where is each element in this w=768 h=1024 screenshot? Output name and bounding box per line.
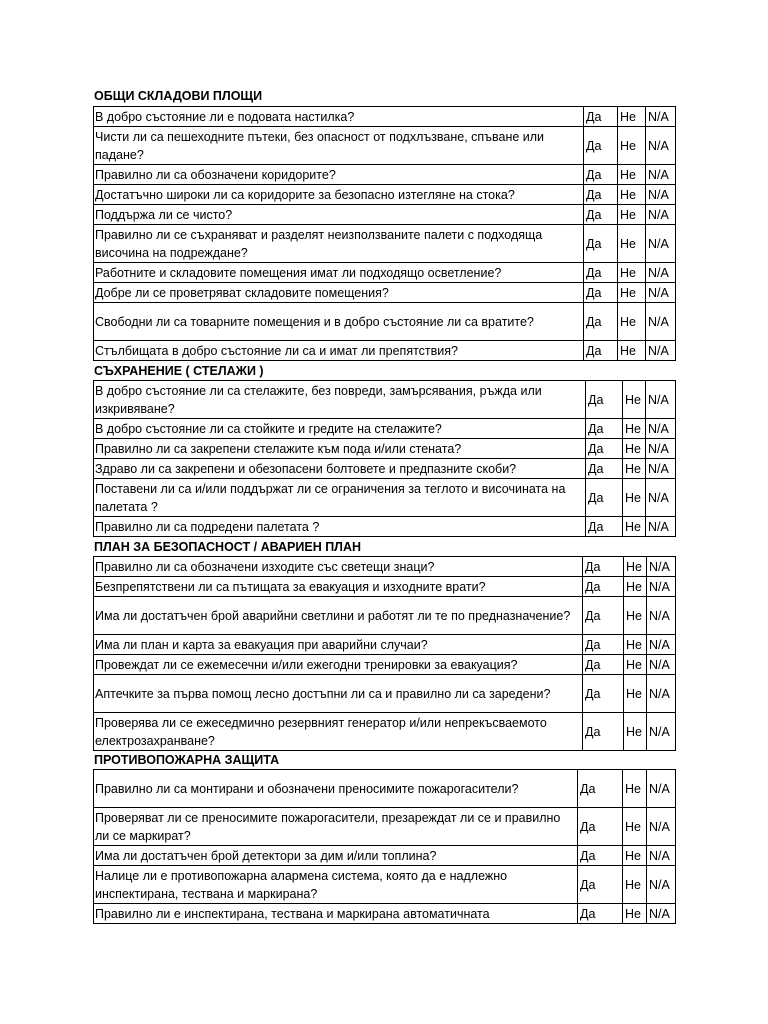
answer-na[interactable]: N/A: [646, 205, 676, 225]
table-row: [94, 770, 676, 808]
question-text: Чисти ли са пешеходните пътеки, без опасност от подхлъзване, спъване или падане?: [94, 127, 584, 165]
answer-yes[interactable]: Да: [586, 381, 623, 419]
answer-no[interactable]: Не: [618, 341, 646, 361]
answer-yes[interactable]: Да: [578, 904, 623, 924]
question-text: Има ли план и карта за евакуация при аварийни случаи?: [94, 635, 583, 655]
answer-no[interactable]: Не: [618, 303, 646, 341]
question-text: Правилно ли са монтирани и обозначени преносимите пожарогасители?: [94, 770, 578, 808]
question-text: Добре ли се проветряват складовите помещения?: [94, 283, 584, 303]
answer-no[interactable]: Не: [623, 846, 647, 866]
answer-no[interactable]: Не: [624, 655, 647, 675]
answer-yes[interactable]: Да: [584, 225, 618, 263]
answer-na[interactable]: N/A: [647, 655, 676, 675]
answer-no[interactable]: Не: [624, 597, 647, 635]
table-row: [94, 597, 676, 635]
question-text: Има ли достатъчен брой аварийни светлини и работят ли те по предназначение?: [94, 597, 583, 635]
table-row: [94, 517, 676, 537]
question-text: Проверява ли се ежеседмично резервният генератор и/или непрекъсваемото електрозахранване?: [94, 713, 583, 751]
checklist-table-general-storage: [93, 106, 676, 361]
answer-na[interactable]: N/A: [646, 459, 676, 479]
question-text: Работните и складовите помещения имат ли подходящо осветление?: [94, 263, 584, 283]
table-row: [94, 904, 676, 924]
answer-yes[interactable]: Да: [583, 577, 624, 597]
answer-no[interactable]: Не: [623, 808, 647, 846]
answer-yes[interactable]: Да: [586, 479, 623, 517]
question-text: Свободни ли са товарните помещения и в добро състояние ли са вратите?: [94, 303, 584, 341]
answer-na[interactable]: N/A: [646, 303, 676, 341]
answer-yes[interactable]: Да: [586, 439, 623, 459]
section-title-general-storage: ОБЩИ СКЛАДОВИ ПЛОЩИ: [94, 89, 263, 103]
question-text: Правилно ли са обозначени коридорите?: [94, 165, 584, 185]
answer-yes[interactable]: Да: [586, 517, 623, 537]
answer-no[interactable]: Не: [624, 557, 647, 577]
section-title-fire-protection: ПРОТИВОПОЖАРНА ЗАЩИТА: [94, 753, 280, 767]
table-row: [94, 263, 676, 283]
answer-yes[interactable]: Да: [583, 635, 624, 655]
answer-no[interactable]: Не: [624, 675, 647, 713]
answer-na[interactable]: N/A: [646, 419, 676, 439]
answer-yes[interactable]: Да: [584, 185, 618, 205]
question-text: Провеждат ли се ежемесечни и/или ежегодни тренировки за евакуация?: [94, 655, 583, 675]
answer-no[interactable]: Не: [624, 635, 647, 655]
answer-no[interactable]: Не: [623, 419, 646, 439]
answer-yes[interactable]: Да: [578, 866, 623, 904]
table-row: [94, 846, 676, 866]
question-text: Безпрепятствени ли са пътищата за евакуация и изходните врати?: [94, 577, 583, 597]
answer-no[interactable]: Не: [623, 479, 646, 517]
answer-yes[interactable]: Да: [584, 107, 618, 127]
answer-na[interactable]: N/A: [647, 846, 676, 866]
answer-no[interactable]: Не: [623, 381, 646, 419]
answer-yes[interactable]: Да: [584, 205, 618, 225]
answer-na[interactable]: N/A: [646, 225, 676, 263]
table-row: [94, 185, 676, 205]
answer-na[interactable]: N/A: [646, 165, 676, 185]
answer-na[interactable]: N/A: [646, 439, 676, 459]
answer-na[interactable]: N/A: [646, 341, 676, 361]
answer-no[interactable]: Не: [618, 165, 646, 185]
answer-na[interactable]: N/A: [647, 904, 676, 924]
answer-na[interactable]: N/A: [647, 808, 676, 846]
table-row: [94, 381, 676, 419]
answer-yes[interactable]: Да: [583, 655, 624, 675]
answer-no[interactable]: Не: [618, 185, 646, 205]
answer-na[interactable]: N/A: [646, 381, 676, 419]
answer-na[interactable]: N/A: [647, 577, 676, 597]
answer-no[interactable]: Не: [623, 517, 646, 537]
answer-yes[interactable]: Да: [584, 127, 618, 165]
answer-yes[interactable]: Да: [584, 263, 618, 283]
question-text: Налице ли е противопожарна алармена система, която да е надлежно инспектирана, тествана и маркирана?: [94, 866, 578, 904]
table-row: [94, 419, 676, 439]
question-text: Поддържа ли се чисто?: [94, 205, 584, 225]
table-row: [94, 341, 676, 361]
answer-yes[interactable]: Да: [583, 675, 624, 713]
answer-yes[interactable]: Да: [578, 770, 623, 808]
answer-yes[interactable]: Да: [584, 283, 618, 303]
answer-no[interactable]: Не: [618, 225, 646, 263]
question-text: Поставени ли са и/или поддържат ли се ограничения за теглото и височината на палетата ?: [94, 479, 586, 517]
table-row: [94, 655, 676, 675]
question-text: Правилно ли са закрепени стелажите към пода и/или стената?: [94, 439, 586, 459]
question-text: Проверяват ли се преносимите пожарогасители, презареждат ли се и правилно ли се маркират?: [94, 808, 578, 846]
question-text: Правилно ли са подредени палетата ?: [94, 517, 586, 537]
table-row: [94, 713, 676, 751]
answer-no[interactable]: Не: [618, 205, 646, 225]
answer-no[interactable]: Не: [623, 459, 646, 479]
table-row: [94, 459, 676, 479]
answer-na[interactable]: N/A: [646, 283, 676, 303]
answer-na[interactable]: N/A: [647, 866, 676, 904]
question-text: Достатъчно широки ли са коридорите за безопасно изтегляне на стока?: [94, 185, 584, 205]
table-row: [94, 557, 676, 577]
table-row: [94, 866, 676, 904]
question-text: Стълбищата в добро състояние ли са и имат ли препятствия?: [94, 341, 584, 361]
answer-na[interactable]: N/A: [646, 107, 676, 127]
question-text: Правилно ли се съхраняват и разделят неизползваните палети с подходяща височина на подреждане?: [94, 225, 584, 263]
question-text: В добро състояние ли са стойките и гредите на стелажите?: [94, 419, 586, 439]
table-row: [94, 107, 676, 127]
answer-na[interactable]: N/A: [647, 675, 676, 713]
answer-no[interactable]: Не: [624, 577, 647, 597]
table-row: [94, 225, 676, 263]
table-row: [94, 635, 676, 655]
answer-yes[interactable]: Да: [584, 303, 618, 341]
answer-yes[interactable]: Да: [584, 341, 618, 361]
checklist-table-safety-plan: [93, 556, 676, 751]
answer-na[interactable]: N/A: [646, 479, 676, 517]
answer-yes[interactable]: Да: [583, 713, 624, 751]
answer-no[interactable]: Не: [623, 904, 647, 924]
table-row: [94, 303, 676, 341]
answer-no[interactable]: Не: [623, 439, 646, 459]
checklist-table-storage-racks: [93, 380, 676, 537]
answer-no[interactable]: Не: [618, 263, 646, 283]
answer-no[interactable]: Не: [623, 770, 647, 808]
answer-na[interactable]: N/A: [646, 127, 676, 165]
answer-na[interactable]: N/A: [646, 263, 676, 283]
answer-no[interactable]: Не: [618, 127, 646, 165]
table-row: [94, 439, 676, 459]
question-text: Правилно ли са обозначени изходите със светещи знаци?: [94, 557, 583, 577]
table-row: [94, 127, 676, 165]
table-row: [94, 165, 676, 185]
question-text: В добро състояние ли са стелажите, без повреди, замърсявания, ръжда или изкривяване?: [94, 381, 586, 419]
answer-na[interactable]: N/A: [646, 185, 676, 205]
answer-na[interactable]: N/A: [647, 635, 676, 655]
answer-yes[interactable]: Да: [584, 165, 618, 185]
answer-yes[interactable]: Да: [586, 459, 623, 479]
question-text: Правилно ли е инспектирана, тествана и маркирана автоматичната: [94, 904, 578, 924]
answer-na[interactable]: N/A: [647, 713, 676, 751]
question-text: В добро състояние ли е подовата настилка?: [94, 107, 584, 127]
answer-no[interactable]: Не: [618, 283, 646, 303]
table-row: [94, 808, 676, 846]
question-text: Аптечките за първа помощ лесно достъпни ли са и правилно ли са заредени?: [94, 675, 583, 713]
answer-na[interactable]: N/A: [647, 557, 676, 577]
checklist-table-fire-protection: [93, 769, 676, 924]
answer-yes[interactable]: Да: [583, 557, 624, 577]
question-text: Има ли достатъчен брой детектори за дим и/или топлина?: [94, 846, 578, 866]
answer-no[interactable]: Не: [623, 866, 647, 904]
answer-na[interactable]: N/A: [646, 517, 676, 537]
section-title-storage-racks: СЪХРАНЕНИЕ ( СТЕЛАЖИ ): [94, 364, 264, 378]
answer-na[interactable]: N/A: [647, 770, 676, 808]
table-row: [94, 479, 676, 517]
question-text: Здраво ли са закрепени и обезопасени болтовете и предпазните скоби?: [94, 459, 586, 479]
answer-yes[interactable]: Да: [583, 597, 624, 635]
table-row: [94, 675, 676, 713]
table-row: [94, 577, 676, 597]
answer-yes[interactable]: Да: [586, 419, 623, 439]
answer-na[interactable]: N/A: [647, 597, 676, 635]
answer-yes[interactable]: Да: [578, 846, 623, 866]
table-row: [94, 205, 676, 225]
section-title-safety-plan: ПЛАН ЗА БЕЗОПАСНОСТ / АВАРИЕН ПЛАН: [94, 540, 361, 554]
answer-no[interactable]: Не: [618, 107, 646, 127]
answer-no[interactable]: Не: [624, 713, 647, 751]
table-row: [94, 283, 676, 303]
answer-yes[interactable]: Да: [578, 808, 623, 846]
